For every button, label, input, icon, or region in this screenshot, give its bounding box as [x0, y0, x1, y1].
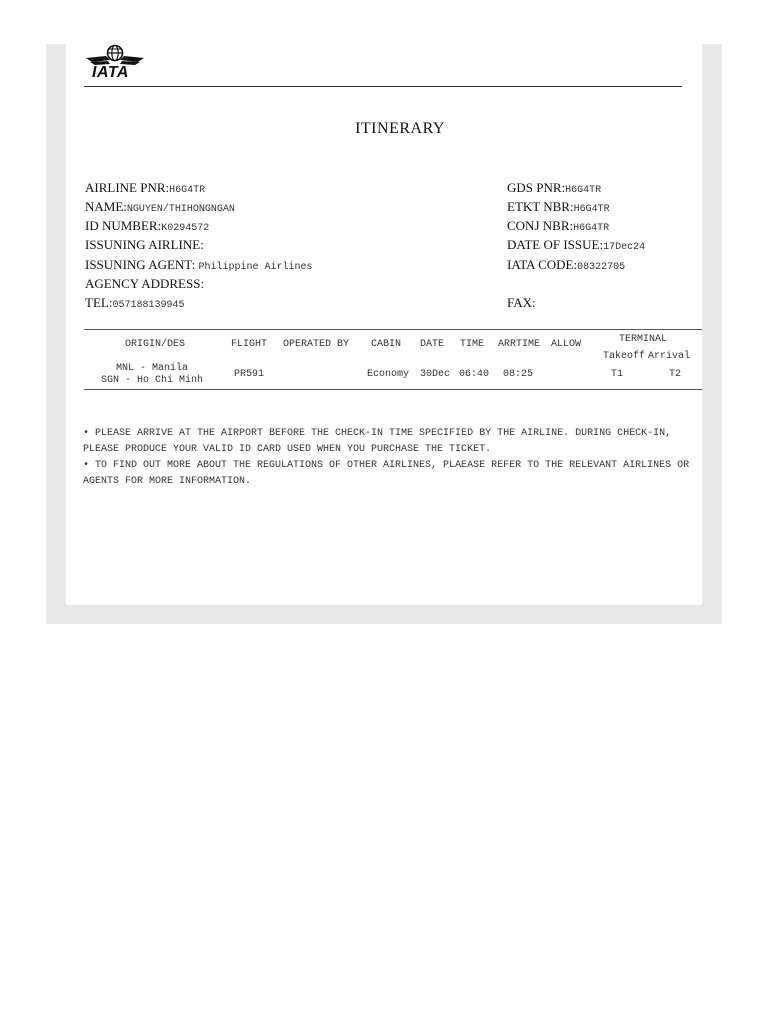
field-value: Philippine Airlines — [198, 262, 313, 273]
row-cabin: Economy — [366, 369, 409, 380]
table-top-rule — [84, 329, 702, 330]
row-destination: SGN - Ho Chi Minh — [100, 375, 204, 386]
field-label: GDS PNR: — [507, 180, 566, 195]
field-value: H6G4TR — [573, 223, 610, 234]
field-value: K0294572 — [161, 223, 210, 234]
etkt-nbr-field — [507, 199, 610, 215]
header-allow: ALLOW — [550, 339, 581, 350]
header-arrival: Arrival — [648, 351, 691, 362]
iata-code-field — [507, 257, 625, 273]
date-of-issue-field — [507, 237, 645, 253]
row-arrtime: 08:25 — [502, 369, 533, 380]
header-operated-by: OPERATED BY — [282, 339, 349, 350]
id-number-field — [85, 218, 209, 234]
field-label: FAX: — [507, 295, 536, 310]
gds-pnr-field — [507, 180, 601, 196]
airline-pnr-field — [85, 180, 205, 196]
field-label: ISSUNING AGENT: — [85, 257, 196, 272]
note-checkin: • PLEASE ARRIVE AT THE AIRPORT BEFORE THE CHECK-IN TIME SPECIFIED BY THE AIRLINE. DURING CHECK-IN, PLEASE PRODUCE YOUR VALID ID CARD USED WHEN YOU PURCHASE THE TICKET. — [83, 428, 672, 455]
field-label: TEL: — [85, 295, 113, 310]
field-value: 08322705 — [577, 262, 626, 273]
field-label: IATA CODE: — [507, 257, 578, 272]
header-cabin: CABIN — [370, 339, 401, 350]
field-label: CONJ NBR: — [507, 218, 574, 233]
field-label: NAME: — [85, 199, 127, 214]
field-label: AIRLINE PNR: — [85, 180, 170, 195]
header-arrtime: ARRTIME — [497, 339, 540, 350]
field-label: ID NUMBER: — [85, 218, 162, 233]
tel-field — [85, 295, 184, 311]
note-regulations: • TO FIND OUT MORE ABOUT THE REGULATIONS OF OTHER AIRLINES, PLAEASE REFER TO THE RELEVANT AIRLINES OR AGENTS FOR MORE INFORMATION. — [83, 460, 690, 487]
header-time: TIME — [459, 339, 484, 350]
row-origin: MNL - Manila — [115, 363, 188, 374]
field-label: ISSUNING AIRLINE: — [85, 237, 204, 252]
issuing-agent-field — [85, 257, 313, 273]
field-label: ETKT NBR: — [507, 199, 574, 214]
header-origin: ORIGIN/DES — [124, 339, 185, 350]
field-value: H6G4TR — [573, 204, 610, 215]
field-value: NGUYEN/THIHONGNGAN — [126, 204, 235, 215]
field-value: H6G4TR — [565, 185, 602, 196]
header-flight: FLIGHT — [230, 339, 267, 350]
header-date: DATE — [419, 339, 444, 350]
field-value: H6G4TR — [169, 185, 206, 196]
conj-nbr-field — [507, 218, 609, 234]
field-label: AGENCY ADDRESS: — [85, 276, 205, 291]
row-takeoff-terminal: T1 — [610, 369, 623, 380]
table-bottom-rule — [84, 389, 702, 390]
header-divider — [84, 86, 682, 87]
header-takeoff: Takeoff — [602, 351, 645, 362]
field-value: 17Dec24 — [603, 242, 646, 253]
fax-field — [507, 295, 536, 311]
header-terminal: TERMINAL — [618, 334, 667, 345]
field-label: DATE OF ISSUE: — [507, 237, 604, 252]
row-date: 30Dec — [419, 369, 450, 380]
row-time: 06:40 — [458, 369, 489, 380]
agency-address-field — [85, 276, 204, 292]
name-field — [85, 199, 235, 215]
iata-wordmark: IATA — [92, 64, 129, 81]
page-title: ITINERARY — [355, 120, 445, 137]
issuing-airline-field — [85, 237, 204, 253]
row-arrival-terminal: T2 — [668, 369, 681, 380]
row-flight: PR591 — [233, 369, 264, 380]
notes-section — [83, 426, 695, 490]
field-value: 057188139945 — [112, 300, 185, 311]
